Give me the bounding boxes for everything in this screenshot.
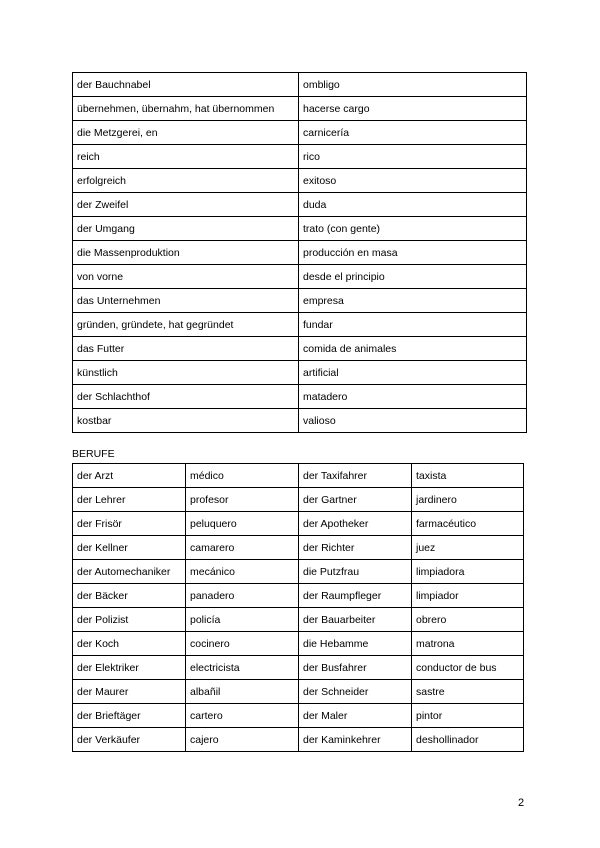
- table-cell: producción en masa: [299, 241, 527, 265]
- professions-table-body: [73, 464, 524, 752]
- table-row: [73, 608, 524, 632]
- table-row: [73, 337, 527, 361]
- table-cell: sastre: [412, 680, 524, 704]
- table-cell: jardinero: [412, 488, 524, 512]
- table-cell: der Polizist: [73, 608, 186, 632]
- table-cell: obrero: [412, 608, 524, 632]
- professions-table: [72, 463, 524, 752]
- table-cell: erfolgreich: [73, 169, 299, 193]
- table-cell: die Metzgerei, en: [73, 121, 299, 145]
- vocabulary-table-body: [73, 73, 527, 433]
- table-cell: der Elektriker: [73, 656, 186, 680]
- table-cell: limpiadora: [412, 560, 524, 584]
- table-row: [73, 313, 527, 337]
- table-cell: exitoso: [299, 169, 527, 193]
- table-cell: die Massenproduktion: [73, 241, 299, 265]
- table-row: [73, 584, 524, 608]
- table-row: [73, 73, 527, 97]
- section-heading-berufe: BERUFE: [72, 448, 115, 460]
- table-cell: rico: [299, 145, 527, 169]
- table-cell: deshollinador: [412, 728, 524, 752]
- table-cell: albañil: [186, 680, 299, 704]
- table-cell: electricista: [186, 656, 299, 680]
- table-cell: der Maurer: [73, 680, 186, 704]
- table-cell: von vorne: [73, 265, 299, 289]
- table-cell: matrona: [412, 632, 524, 656]
- table-cell: der Lehrer: [73, 488, 186, 512]
- table-cell: camarero: [186, 536, 299, 560]
- table-cell: der Umgang: [73, 217, 299, 241]
- table-row: [73, 169, 527, 193]
- table-row: [73, 241, 527, 265]
- table-row: [73, 656, 524, 680]
- table-row: [73, 680, 524, 704]
- table-cell: panadero: [186, 584, 299, 608]
- table-row: [73, 512, 524, 536]
- table-cell: der Zweifel: [73, 193, 299, 217]
- table-cell: comida de animales: [299, 337, 527, 361]
- table-cell: peluquero: [186, 512, 299, 536]
- table-row: [73, 728, 524, 752]
- table-cell: der Gartner: [299, 488, 412, 512]
- table-cell: das Unternehmen: [73, 289, 299, 313]
- table-row: [73, 409, 527, 433]
- table-cell: der Brieftäger: [73, 704, 186, 728]
- table-cell: der Schneider: [299, 680, 412, 704]
- table-cell: künstlich: [73, 361, 299, 385]
- table-row: [73, 464, 524, 488]
- table-row: [73, 488, 524, 512]
- table-cell: der Busfahrer: [299, 656, 412, 680]
- table-cell: der Verkäufer: [73, 728, 186, 752]
- table-cell: gründen, gründete, hat gegründet: [73, 313, 299, 337]
- table-cell: trato (con gente): [299, 217, 527, 241]
- table-cell: policía: [186, 608, 299, 632]
- table-row: [73, 97, 527, 121]
- table-cell: der Arzt: [73, 464, 186, 488]
- table-row: [73, 560, 524, 584]
- table-row: [73, 289, 527, 313]
- table-cell: der Taxifahrer: [299, 464, 412, 488]
- table-cell: mecánico: [186, 560, 299, 584]
- table-cell: reich: [73, 145, 299, 169]
- table-cell: profesor: [186, 488, 299, 512]
- table-cell: hacerse cargo: [299, 97, 527, 121]
- table-cell: der Koch: [73, 632, 186, 656]
- table-row: [73, 193, 527, 217]
- table-cell: empresa: [299, 289, 527, 313]
- table-row: [73, 536, 524, 560]
- table-row: [73, 217, 527, 241]
- table-cell: carnicería: [299, 121, 527, 145]
- table-cell: valioso: [299, 409, 527, 433]
- table-cell: der Raumpfleger: [299, 584, 412, 608]
- table-row: [73, 121, 527, 145]
- page-number: 2: [518, 797, 525, 809]
- table-row: [73, 265, 527, 289]
- table-cell: der Kaminkehrer: [299, 728, 412, 752]
- table-cell: limpiador: [412, 584, 524, 608]
- table-cell: duda: [299, 193, 527, 217]
- table-cell: der Automechaniker: [73, 560, 186, 584]
- table-cell: matadero: [299, 385, 527, 409]
- table-cell: der Bauchnabel: [73, 73, 299, 97]
- table-cell: der Frisör: [73, 512, 186, 536]
- table-cell: die Hebamme: [299, 632, 412, 656]
- vocabulary-table: [72, 72, 527, 433]
- table-row: [73, 145, 527, 169]
- table-cell: cajero: [186, 728, 299, 752]
- table-cell: médico: [186, 464, 299, 488]
- table-cell: cartero: [186, 704, 299, 728]
- table-cell: der Kellner: [73, 536, 186, 560]
- table-row: [73, 704, 524, 728]
- table-cell: der Schlachthof: [73, 385, 299, 409]
- table-row: [73, 632, 524, 656]
- table-cell: cocinero: [186, 632, 299, 656]
- table-cell: das Futter: [73, 337, 299, 361]
- table-cell: übernehmen, übernahm, hat übernommen: [73, 97, 299, 121]
- table-cell: artificial: [299, 361, 527, 385]
- table-cell: taxista: [412, 464, 524, 488]
- table-cell: farmacéutico: [412, 512, 524, 536]
- table-cell: der Apotheker: [299, 512, 412, 536]
- table-cell: der Maler: [299, 704, 412, 728]
- table-cell: fundar: [299, 313, 527, 337]
- table-cell: conductor de bus: [412, 656, 524, 680]
- table-cell: desde el principio: [299, 265, 527, 289]
- table-cell: pintor: [412, 704, 524, 728]
- table-cell: der Bäcker: [73, 584, 186, 608]
- table-cell: juez: [412, 536, 524, 560]
- table-row: [73, 385, 527, 409]
- table-row: [73, 361, 527, 385]
- table-cell: ombligo: [299, 73, 527, 97]
- table-cell: kostbar: [73, 409, 299, 433]
- table-cell: der Richter: [299, 536, 412, 560]
- table-cell: der Bauarbeiter: [299, 608, 412, 632]
- table-cell: die Putzfrau: [299, 560, 412, 584]
